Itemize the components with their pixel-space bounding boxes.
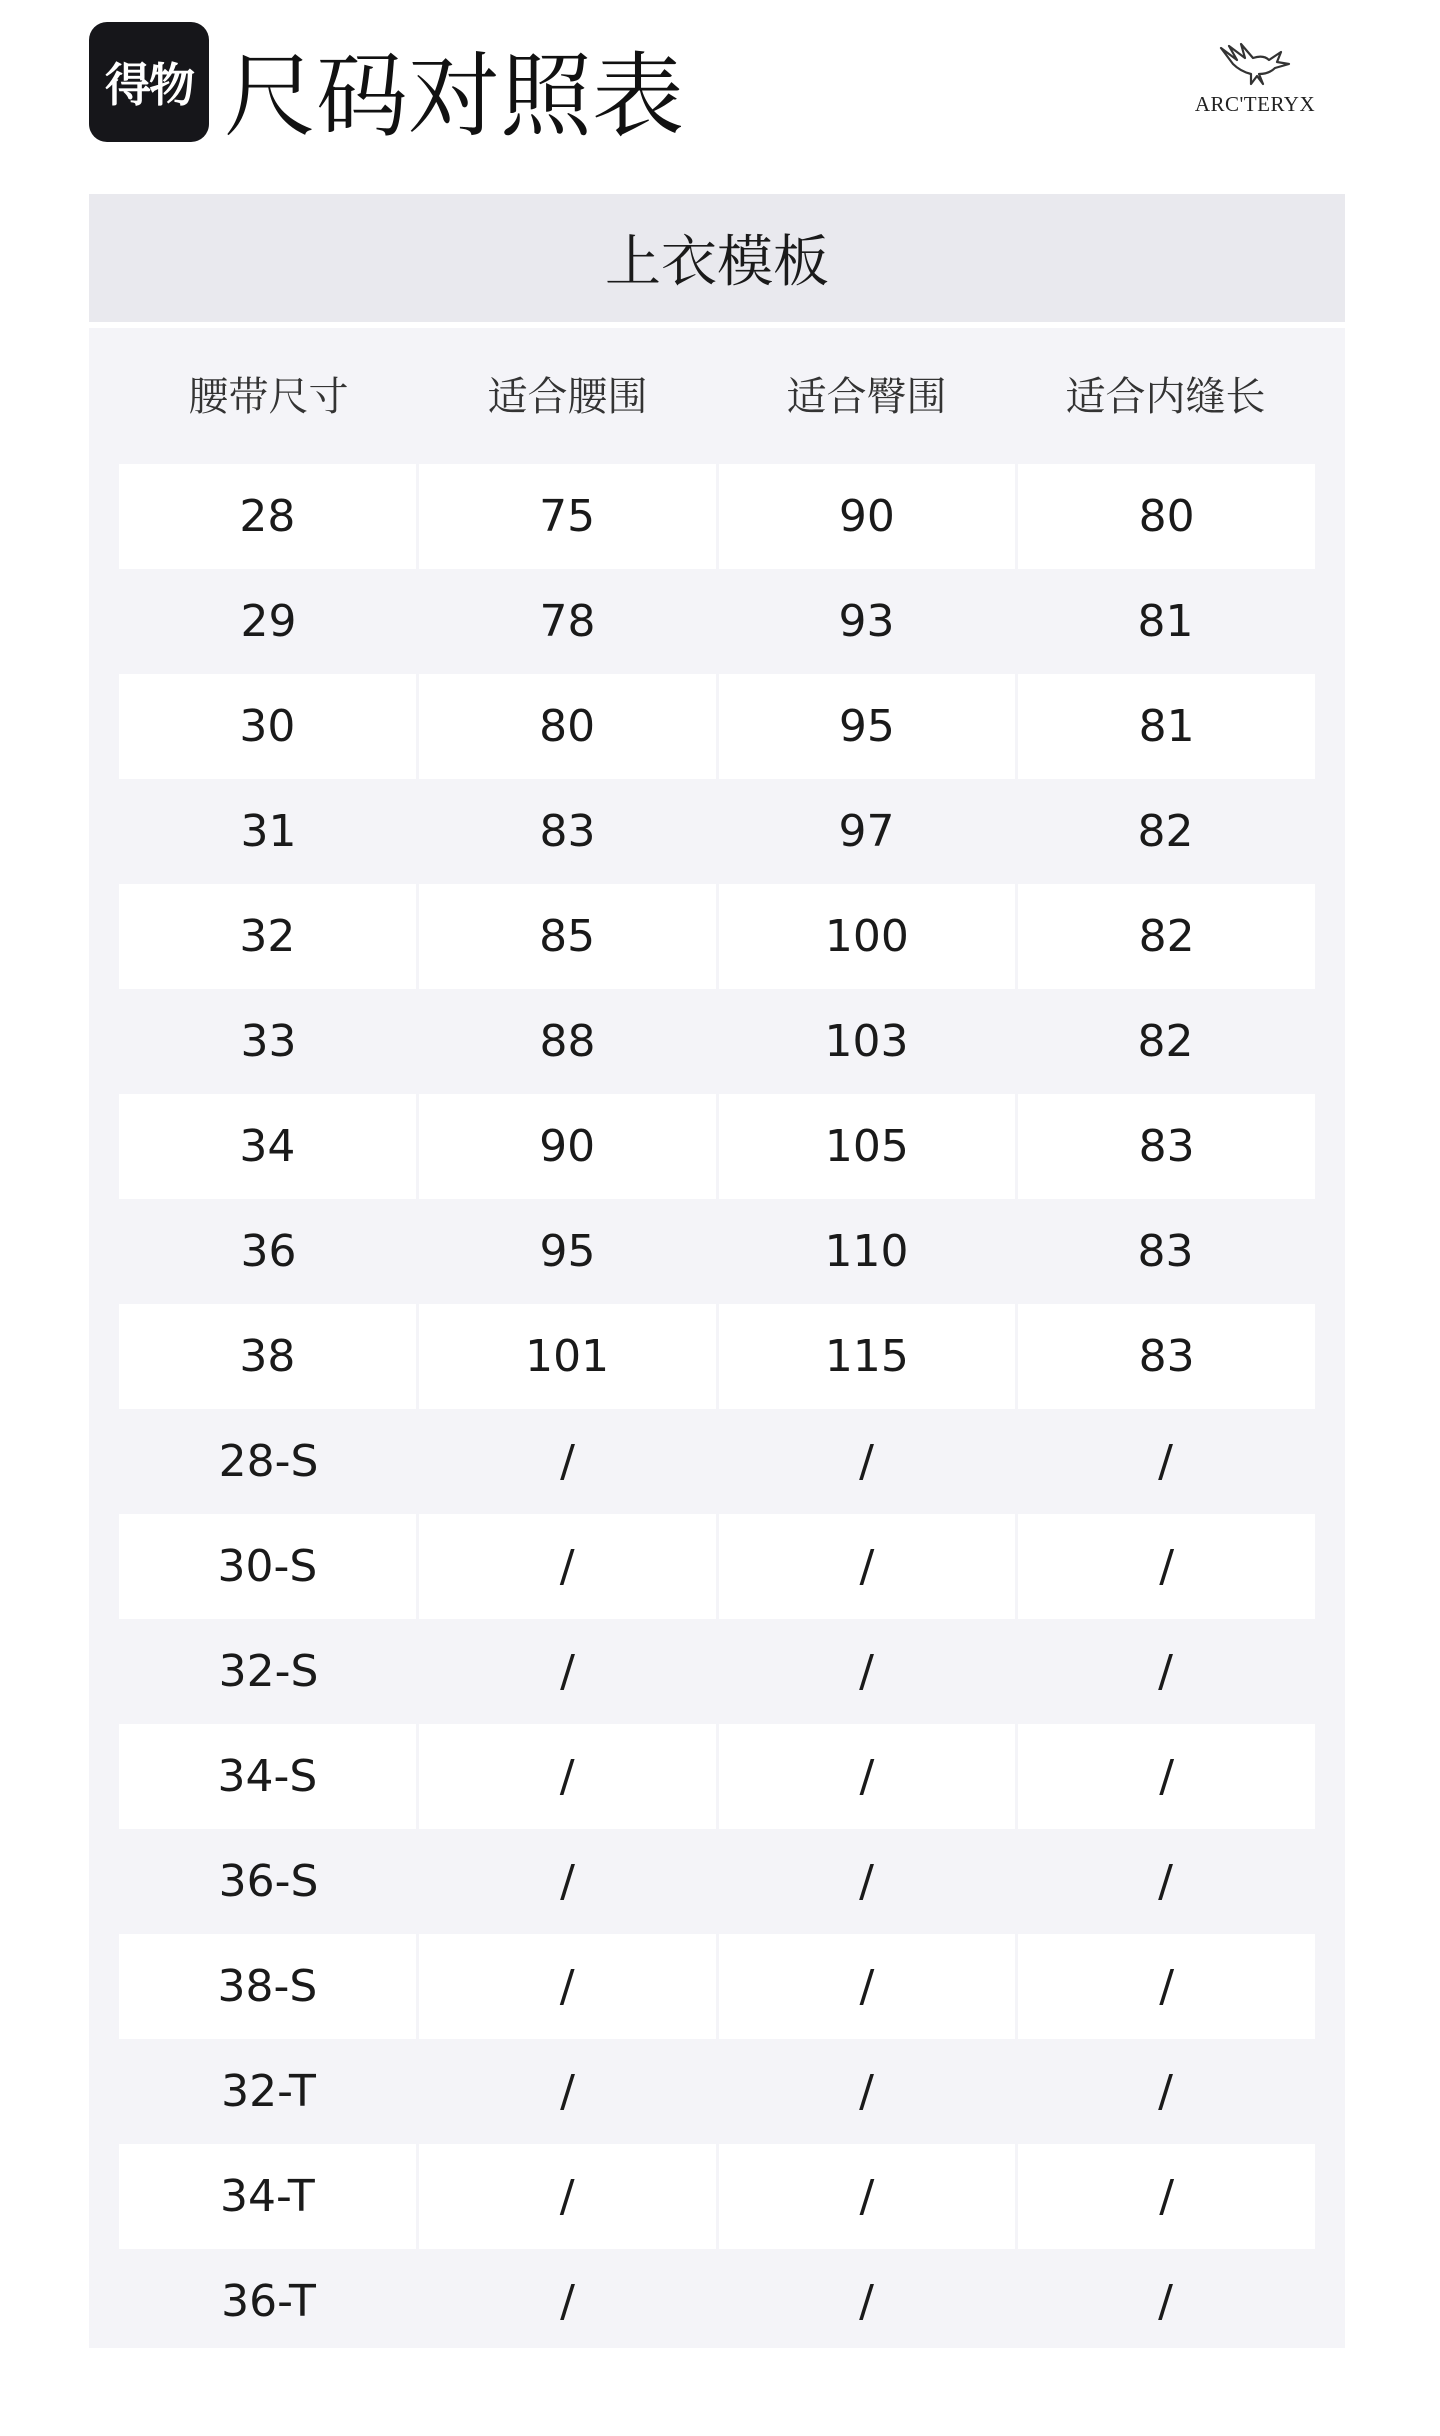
table-row — [119, 884, 1315, 989]
table-cell: 97 — [838, 806, 895, 857]
table-cell: 82 — [1137, 806, 1194, 857]
table-cell: 81 — [1137, 596, 1194, 647]
table-body — [119, 464, 1315, 2354]
table-cell: / — [560, 2066, 575, 2117]
table-cell: 32-S — [218, 1646, 319, 1697]
table-cell: 32-T — [221, 2066, 316, 2117]
table-cell: / — [1158, 2276, 1173, 2327]
table-row — [119, 1619, 1315, 1724]
table-cell: / — [560, 1436, 575, 1487]
table-row — [119, 1304, 1315, 1409]
table-cell: 80 — [1018, 464, 1315, 569]
table-cell: / — [1158, 1856, 1173, 1907]
table-cell: 83 — [1137, 1226, 1194, 1277]
table-cell: 36 — [240, 1226, 297, 1277]
table-row — [119, 2144, 1315, 2249]
table-cell: 100 — [719, 884, 1019, 989]
table-row — [119, 674, 1315, 779]
table-cell: 28 — [119, 464, 419, 569]
table-row — [119, 1199, 1315, 1304]
table-cell: / — [859, 1646, 874, 1697]
page-title: 尺码对照表 — [224, 43, 685, 150]
section-title: 上衣模板 — [89, 194, 1345, 328]
table-cell: 93 — [838, 596, 895, 647]
table-cell: 30 — [119, 674, 419, 779]
table-cell: 28-S — [218, 1436, 319, 1487]
table-cell: / — [719, 1724, 1019, 1829]
table-cell: 83 — [539, 806, 596, 857]
header — [0, 0, 1440, 194]
table-cell: 33 — [240, 1016, 297, 1067]
table-cell: / — [1018, 1514, 1315, 1619]
table-cell: / — [1158, 2066, 1173, 2117]
table-cell: 34-S — [119, 1724, 419, 1829]
table-row — [119, 1829, 1315, 1934]
table-cell: 115 — [719, 1304, 1019, 1409]
table-cell: / — [1018, 2144, 1315, 2249]
table-cell: 34-T — [119, 2144, 419, 2249]
table-cell: / — [719, 2144, 1019, 2249]
table-row — [119, 1514, 1315, 1619]
table-cell: / — [560, 1856, 575, 1907]
table-cell: 82 — [1137, 1016, 1194, 1067]
table-cell: 38 — [119, 1304, 419, 1409]
table-row — [119, 1409, 1315, 1514]
table-cell: 81 — [1018, 674, 1315, 779]
table-cell: 36-S — [218, 1856, 319, 1907]
table-cell: 105 — [719, 1094, 1019, 1199]
table-row — [119, 989, 1315, 1094]
table-cell: / — [1018, 1724, 1315, 1829]
table-cell: 34 — [119, 1094, 419, 1199]
table-cell: / — [560, 2276, 575, 2327]
app-logo-text: 得物 — [105, 58, 193, 112]
table-cell: / — [560, 1646, 575, 1697]
column-header: 适合内缝长 — [1065, 373, 1266, 420]
table-cell: / — [859, 2066, 874, 2117]
column-headers — [119, 328, 1315, 458]
table-row — [119, 1094, 1315, 1199]
table-cell: / — [1158, 1436, 1173, 1487]
table-cell: / — [419, 2144, 719, 2249]
table-cell: 110 — [824, 1226, 909, 1277]
table-cell: 103 — [824, 1016, 909, 1067]
table-cell: 101 — [419, 1304, 719, 1409]
table-cell: / — [719, 1514, 1019, 1619]
table-row — [119, 569, 1315, 674]
table-row — [119, 1934, 1315, 2039]
table-row — [119, 464, 1315, 569]
table-cell: / — [859, 1856, 874, 1907]
table-cell: 95 — [719, 674, 1019, 779]
table-cell: 85 — [419, 884, 719, 989]
table-cell: / — [859, 2276, 874, 2327]
table-cell: 82 — [1018, 884, 1315, 989]
table-cell: 90 — [419, 1094, 719, 1199]
table-cell: 90 — [719, 464, 1019, 569]
table-cell: 83 — [1018, 1304, 1315, 1409]
table-row — [119, 2039, 1315, 2144]
brand-name: ARC'TERYX — [1194, 92, 1316, 116]
column-header: 腰带尺寸 — [188, 373, 349, 420]
table-row — [119, 1724, 1315, 1829]
table-cell: 95 — [539, 1226, 596, 1277]
column-header: 适合腰围 — [487, 373, 648, 420]
size-table — [89, 194, 1345, 2348]
table-cell: 38-S — [119, 1934, 419, 2039]
table-cell: 30-S — [119, 1514, 419, 1619]
table-cell: / — [859, 1436, 874, 1487]
table-cell: 80 — [419, 674, 719, 779]
table-cell: / — [1018, 1934, 1315, 2039]
archaeopteryx-icon — [1215, 38, 1295, 88]
table-cell: 75 — [419, 464, 719, 569]
table-cell: / — [719, 1934, 1019, 2039]
brand-logo — [1180, 38, 1330, 138]
table-cell: 78 — [539, 596, 596, 647]
column-header: 适合臀围 — [786, 373, 947, 420]
app-logo — [89, 22, 209, 142]
table-cell: 29 — [240, 596, 297, 647]
table-cell: / — [419, 1724, 719, 1829]
table-row — [119, 2249, 1315, 2354]
table-row — [119, 779, 1315, 884]
table-cell: 83 — [1018, 1094, 1315, 1199]
table-cell: 31 — [240, 806, 297, 857]
table-cell: 32 — [119, 884, 419, 989]
table-cell: / — [419, 1514, 719, 1619]
table-cell: 88 — [539, 1016, 596, 1067]
table-cell: 36-T — [221, 2276, 316, 2327]
table-cell: / — [1158, 1646, 1173, 1697]
table-cell: / — [419, 1934, 719, 2039]
